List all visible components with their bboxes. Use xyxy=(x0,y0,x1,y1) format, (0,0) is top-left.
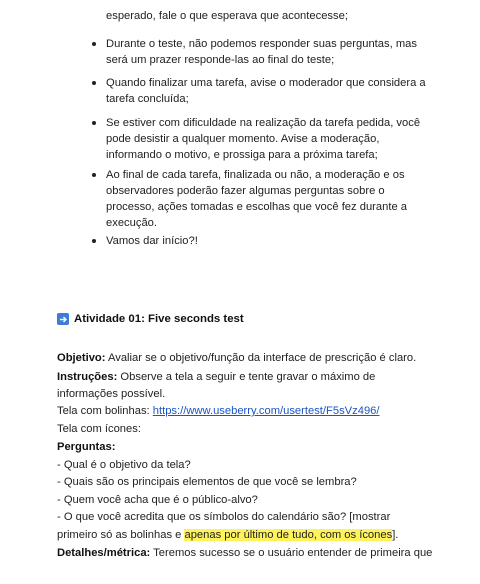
continued-text: primeiro só as bolinhas e xyxy=(57,529,185,541)
bullet-item-text: observadores poderão fazer algumas perguntas sobre o xyxy=(106,185,385,197)
bullet-item-text: Se estiver com dificuldade na realização da tarefa pedida, você xyxy=(106,117,421,129)
bullet-item-text: execução. xyxy=(106,217,157,229)
objetivo-line xyxy=(57,352,416,364)
objetivo-label: Objetivo: xyxy=(57,352,106,364)
right-arrow-icon xyxy=(57,313,69,325)
tela-icones-line: Tela com ícones: xyxy=(57,423,141,435)
activity-heading xyxy=(57,313,244,325)
bullet-dot-icon xyxy=(92,239,96,243)
detalhes-text: Teremos sucesso se o usuário entender de primeira que xyxy=(150,547,433,559)
bullet-item-text: Ao final de cada tarefa, finalizada ou não, a moderação e os xyxy=(106,169,405,181)
question-item-continued xyxy=(57,529,398,541)
detalhes-label: Detalhes/métrica: xyxy=(57,547,151,559)
bullet-dot-icon xyxy=(92,81,96,85)
question-item: - Quem você acha que é o público-alvo? xyxy=(57,494,258,506)
useberry-link[interactable]: https://www.useberry.com/usertest/F5sVz496/ xyxy=(152,405,380,417)
closing-bracket: ]. xyxy=(392,529,399,541)
bullet-item-text: Durante o teste, não podemos responder suas perguntas, mas xyxy=(106,38,417,50)
bullet-dot-icon xyxy=(92,42,96,46)
bullet-item-text: tarefa concluída; xyxy=(106,93,189,105)
instrucoes-text: Observe a tela a seguir e tente gravar o máximo de xyxy=(117,371,376,383)
tela-bolinhas-label: Tela com bolinhas: xyxy=(57,405,153,417)
bullet-item-text: pode desistir a qualquer momento. Avise a moderação, xyxy=(106,133,380,145)
activity-title: Atividade 01: Five seconds test xyxy=(74,313,244,325)
question-item: - O que você acredita que os símbolos do calendário são? [mostrar xyxy=(57,511,391,523)
bullet-item-text: será um prazer responde-las ao final do teste; xyxy=(106,54,335,66)
instrucoes-label: Instruções: xyxy=(57,371,118,383)
perguntas-label: Perguntas: xyxy=(57,441,116,453)
instrucoes-line xyxy=(57,371,375,383)
bullet-dot-icon xyxy=(92,121,96,125)
bullet-dot-icon xyxy=(92,173,96,177)
detalhes-line xyxy=(57,547,432,559)
instrucoes-line-2: informações possível. xyxy=(57,388,166,400)
question-item: - Quais são os principais elementos de que você se lembra? xyxy=(57,476,357,488)
question-item: - Qual é o objetivo da tela? xyxy=(57,459,191,471)
objetivo-text: Avaliar se o objetivo/função da interface de prescrição é claro. xyxy=(105,352,417,364)
bullet-item-text: Vamos dar início?! xyxy=(106,235,198,247)
tela-bolinhas-line xyxy=(57,405,380,417)
bullet-item-text: processo, ações tomadas e escolhas que você fez durante a xyxy=(106,201,408,213)
highlighted-text: apenas por último de tudo, com os ícones xyxy=(184,529,393,541)
continued-bullet-text: esperado, fale o que esperava que acontecesse; xyxy=(106,10,348,22)
bullet-item-text: informando o motivo, e prossiga para a próxima tarefa; xyxy=(106,149,378,161)
bullet-item-text: Quando finalizar uma tarefa, avise o moderador que considera a xyxy=(106,77,426,89)
